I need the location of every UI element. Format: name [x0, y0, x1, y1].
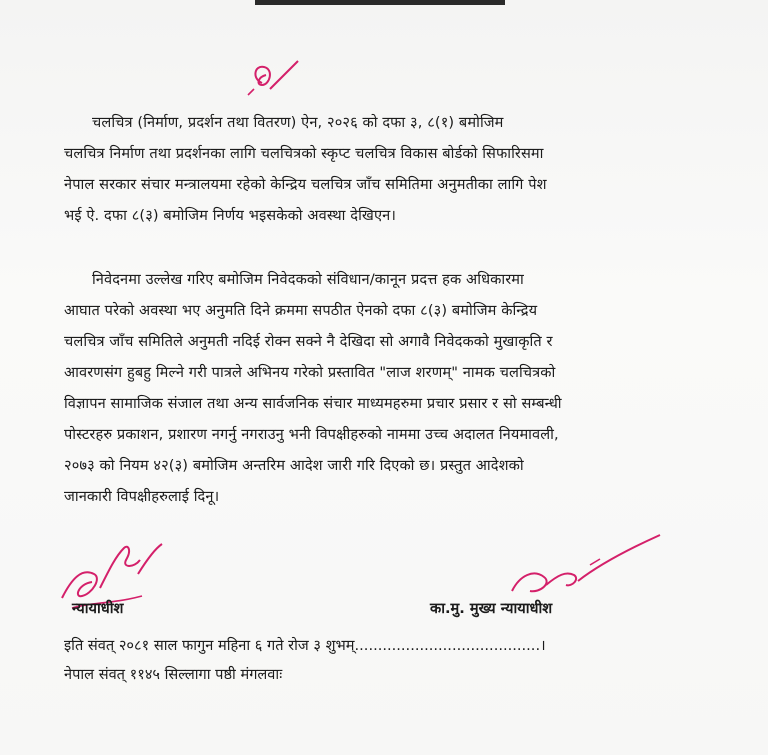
paragraph-2-line: जानकारी विपक्षीहरुलाई दिनू।: [64, 488, 220, 505]
date-line: इति संवत् २०८१ साल फागुन महिना ६ गते रोज ३ शुभम्........................................।: [64, 637, 546, 654]
paragraph-1-line: नेपाल सरकार संचार मन्त्रालयमा रहेको केन्द्रिय चलचित्र जाँच समितिमा अनुमतीका लागि पेश: [64, 176, 547, 193]
paragraph-2-line: पोस्टरहरु प्रकाशन, प्रशारण नगर्नु नगराउनु भनी विपक्षीहरुको नाममा उच्च अदालत नियमावली,: [64, 426, 559, 443]
paragraph-1: [64, 107, 710, 231]
paragraph-2-line: आवरणसंग हुबहु मिल्ने गरी पात्रले अभिनय गरेको प्रस्तावित "लाज शरणम्" नामक चलचित्रको: [64, 364, 556, 381]
initial-mark-icon: [240, 55, 310, 110]
paragraph-2-line: आघात परेको अवस्था भए अनुमति दिने क्रममा सपठीत ऐनको दफा ८(३) बमोजिम केन्द्रिय: [64, 302, 538, 319]
nepal-sambat-line: नेपाल संवत् ११४५ सिल्लागा पष्ठी मंगलवाः: [64, 666, 283, 683]
paragraph-2-line: निवेदनमा उल्लेख गरिए बमोजिम निवेदकको संविधान/कानून प्रदत्त हक अधिकारमा: [92, 271, 524, 288]
right-signature-icon: [500, 525, 670, 605]
paragraph-2-line: विज्ञापन सामाजिक संजाल तथा अन्य सार्वजनिक संचार माध्यमहरुमा प्रचार प्रसार र सो सम्बन्धी: [64, 395, 562, 412]
paragraph-2: [64, 264, 710, 512]
paragraph-1-line: चलचित्र (निर्माण, प्रदर्शन तथा वितरण) ऐन, २०२६ को दफा ३, ८(१) बमोजिम: [92, 114, 504, 131]
paragraph-2-line: २०७३ को नियम ४२(३) बमोजिम अन्तरिम आदेश जारी गरि दिएको छ। प्रस्तुत आदेशको: [64, 457, 524, 474]
paragraph-2-line: चलचित्र जाँच समितिले अनुमती नदिई रोक्न सक्ने नै देखिदा सो अगावै निवेदकको मुखाकृति र: [64, 333, 553, 350]
right-signature-label: का.मु. मुख्य न्यायाधीश: [430, 600, 553, 617]
paragraph-1-line: भई ऐ. दफा ८(३) बमोजिम निर्णय भइसकेको अवस्था देखिएन।: [64, 207, 396, 224]
left-signature-label: न्यायाधीश: [72, 600, 124, 617]
top-edge-bar: [255, 0, 505, 5]
paragraph-1-line: चलचित्र निर्माण तथा प्रदर्शनका लागि चलचित्रको स्कृप्ट चलचित्र विकास बोर्डको सिफारिसमा: [64, 145, 544, 162]
